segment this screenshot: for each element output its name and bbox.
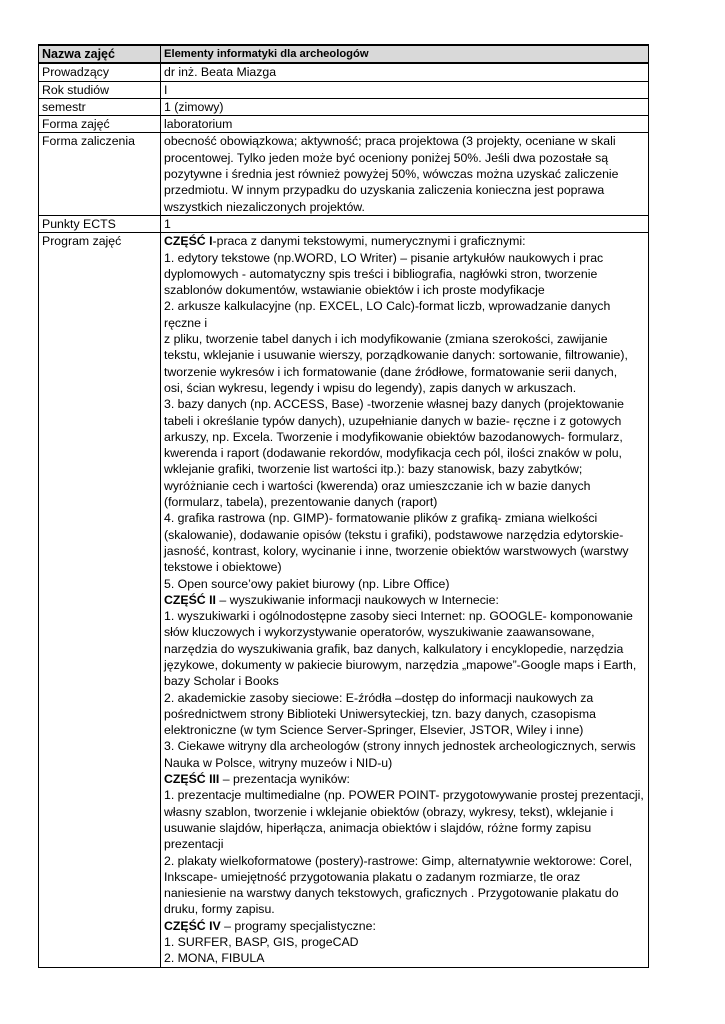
program-line-text: 2. akademickie zasoby sieciowe: E-źródła –dostęp do informacji naukowych za bbox=[164, 690, 594, 705]
program-line-text: – wyszukiwanie informacji naukowych w Internecie: bbox=[215, 592, 499, 607]
year-label: Rok studiów bbox=[39, 81, 161, 98]
program-line bbox=[164, 576, 645, 592]
program-line-text: tekstowe i obiektowe) bbox=[164, 560, 282, 575]
program-section-heading bbox=[164, 918, 645, 934]
program-line bbox=[164, 266, 645, 282]
program-line bbox=[164, 478, 645, 494]
program-section-title: CZĘŚĆ IV bbox=[164, 918, 221, 933]
program-line-text: dyplomowych - automatyczny spis treści i bibliografia, nagłówki stron, tworzenie bbox=[164, 266, 598, 281]
program-line-text: (formularz, tabela), prezentowanie danych (raport) bbox=[164, 495, 438, 510]
program-line-text: prezentacji bbox=[164, 837, 224, 852]
program-line-text: 1. wyszukiwarki i ogólnodostępne zasoby sieci Internet: np. GOOGLE- komponowanie bbox=[164, 609, 633, 624]
program-line bbox=[164, 869, 645, 885]
program-line bbox=[164, 804, 645, 820]
program-line bbox=[164, 282, 645, 298]
program-line bbox=[164, 690, 645, 706]
assessment-line: wszystkich niezaliczonych projektów. bbox=[164, 199, 365, 214]
program-line-text: 4. grafika rastrowa (np. GIMP)- formatowanie plików z grafiką- zmiana wielkości bbox=[164, 511, 598, 526]
program-line bbox=[164, 445, 645, 461]
assessment-row bbox=[39, 133, 649, 215]
program-line-text: 1. prezentacje multimedialne (np. POWER POINT- przygotowywanie prostej prezentacji, bbox=[164, 788, 644, 803]
instructor-value: dr inż. Beata Miazga bbox=[161, 63, 649, 81]
program-line-text: arkuszy, np. Excela. Tworzenie i modyfikowanie obiektów bazodanowych- formularz, bbox=[164, 429, 623, 444]
program-line-text: jasność, kontrast, kolory, wycinanie i inne, tworzenie obiektów warstwowych (warstwy bbox=[164, 543, 629, 558]
program-line-text: 2. arkusze kalkulacyjne (np. EXCEL, LO Calc)-format liczb, wprowadzanie danych ręczne i bbox=[164, 299, 611, 330]
program-line-text: 2. plakaty wielkoformatowe (postery)-rastrowe: Gimp, alternatywnie wektorowe: Corel, bbox=[164, 853, 633, 868]
assessment-value bbox=[161, 133, 649, 215]
program-line-text: 3. Ciekawe witryny dla archeologów (strony innych jednostek archeologicznych, serwis bbox=[164, 739, 636, 754]
program-line-text: wklejanie grafiki, tworzenie list wartości itp.): bazy stanowisk, bazy zabytków; bbox=[164, 462, 583, 477]
program-line bbox=[164, 527, 645, 543]
semester-row bbox=[39, 98, 649, 115]
program-line-text: -praca z danymi tekstowymi, numerycznymi i graficznymi: bbox=[212, 234, 526, 249]
program-line-text: narzędzia do wyszukiwania grafik, baz danych, kalkulatory i encyklopedie, narzędzia bbox=[164, 641, 624, 656]
program-line bbox=[164, 543, 645, 559]
program-line-text: – programy specjalistyczne: bbox=[220, 918, 376, 933]
program-line bbox=[164, 706, 645, 722]
program-line bbox=[164, 836, 645, 852]
program-section-heading bbox=[164, 233, 645, 249]
ects-value: 1 bbox=[161, 215, 649, 232]
program-label: Program zajęć bbox=[39, 233, 161, 967]
assessment-line: pozytywne i średnia jest również powyżej 50%, wówczas można uzyskać zaliczenie bbox=[164, 167, 619, 182]
program-line-text: druku, formy zapisu. bbox=[164, 902, 275, 917]
program-line bbox=[164, 559, 645, 575]
program-line bbox=[164, 298, 645, 331]
program-line-text: (skalowanie), dodawanie opisów (tekstu i grafiki), podstawowe narzędzia edytorskie- bbox=[164, 527, 624, 542]
program-line bbox=[164, 608, 645, 624]
program-line bbox=[164, 673, 645, 689]
program-section-title: CZĘŚĆ II bbox=[164, 592, 216, 607]
program-line bbox=[164, 657, 645, 673]
program-line bbox=[164, 885, 645, 901]
semester-value: 1 (zimowy) bbox=[161, 98, 649, 115]
instructor-row bbox=[39, 63, 649, 81]
program-line bbox=[164, 624, 645, 640]
program-line-text: 1. edytory tekstowe (np.WORD, LO Writer) – pisanie artykułów naukowych i prac bbox=[164, 250, 604, 265]
program-line bbox=[164, 738, 645, 754]
program-line bbox=[164, 461, 645, 477]
program-line-text: pośrednictwem strony Biblioteki Uniwersyteckiej, tzn. bazy danych, czasopisma bbox=[164, 706, 596, 721]
program-line bbox=[164, 510, 645, 526]
program-line bbox=[164, 347, 645, 363]
program-line-text: wyróżnianie cech i wartości (kwerenda) oraz umieszczanie ich w bazie danych bbox=[164, 478, 591, 493]
assessment-label: Forma zaliczenia bbox=[39, 133, 161, 215]
program-row bbox=[39, 233, 649, 967]
program-line bbox=[164, 494, 645, 510]
program-section-heading bbox=[164, 771, 645, 787]
course-name-row bbox=[39, 45, 649, 63]
program-content bbox=[161, 233, 649, 967]
course-name-value: Elementy informatyki dla archeologów bbox=[161, 45, 649, 63]
program-line-text: – prezentacja wyników: bbox=[219, 772, 350, 787]
program-line bbox=[164, 641, 645, 657]
program-line-text: elektroniczne (w tym Science Server-Springer, Elsevier, JSTOR, Wiley i inne) bbox=[164, 723, 584, 738]
program-line bbox=[164, 429, 645, 445]
semester-label: semestr bbox=[39, 98, 161, 115]
program-section-title: CZĘŚĆ III bbox=[164, 772, 220, 787]
program-line-text: tabeli i określanie typów danych), uzupełnianie danych w bazie- ręczne i z gotowych bbox=[164, 413, 622, 428]
program-line bbox=[164, 787, 645, 803]
program-line bbox=[164, 722, 645, 738]
syllabus-page bbox=[38, 44, 648, 968]
program-line bbox=[164, 755, 645, 771]
program-line-text: tworzenie wykresów i ich formatowanie (dane źródłowe, formatowanie serii danych, bbox=[164, 364, 618, 379]
program-line-text: 5. Open source’owy pakiet biurowy (np. Libre Office) bbox=[164, 576, 450, 591]
program-line bbox=[164, 934, 645, 950]
course-name-label: Nazwa zajęć bbox=[39, 45, 161, 63]
program-line bbox=[164, 853, 645, 869]
program-line-text: szablonów dokumentów, wstawianie obiektów i ich proste modyfikacje bbox=[164, 283, 545, 298]
program-line-text: 2. MONA, FIBULA bbox=[164, 951, 265, 966]
program-line-text: językowe, dokumenty w pakiecie biurowym, narzędzia „mapowe”-Google maps i Earth, bbox=[164, 657, 637, 672]
program-section-title: CZĘŚĆ I bbox=[164, 234, 213, 249]
ects-row bbox=[39, 215, 649, 232]
program-line bbox=[164, 901, 645, 917]
instructor-label: Prowadzący bbox=[39, 63, 161, 81]
program-line-text: Inkscape- umiejętność przygotowania plakatu o zadanym rozmiarze, tle oraz bbox=[164, 869, 581, 884]
program-line-text: usuwanie slajdów, hiperłącza, animacja obiektów i slajdów, różne formy zapisu bbox=[164, 820, 592, 835]
assessment-line: przedmiotu. W innym przypadku do uzyskania zaliczenia konieczna jest poprawa bbox=[164, 183, 605, 198]
program-line bbox=[164, 820, 645, 836]
program-line-text: z pliku, tworzenie tabel danych i ich modyfikowanie (zmiana szerokości, zawijanie bbox=[164, 332, 608, 347]
program-line-text: słów kluczowych i wykorzystywanie operatorów, wyszukiwanie zaawansowane, bbox=[164, 625, 595, 640]
program-line-text: Nauka w Polsce, witryny muzeów i NID-u) bbox=[164, 755, 393, 770]
class-form-label: Forma zajęć bbox=[39, 116, 161, 133]
program-line bbox=[164, 413, 645, 429]
program-line-text: własny szablon, tworzenie i wklejanie obiektów (obrazy, wykresy, tekst), wklejanie i bbox=[164, 804, 614, 819]
syllabus-table bbox=[38, 44, 649, 968]
program-line bbox=[164, 950, 645, 966]
program-line-text: naniesienie na warstwy danych tekstowych, graficznych . Przygotowanie plakatu do bbox=[164, 886, 619, 901]
program-line-text: kwerenda i raport (dodawanie rekordów, modyfikacja cech pól, ilości znaków w polu, bbox=[164, 446, 622, 461]
program-line-text: 3. bazy danych (np. ACCESS, Base) -tworzenie własnej bazy danych (projektowanie bbox=[164, 397, 624, 412]
program-line bbox=[164, 331, 645, 347]
program-line bbox=[164, 250, 645, 266]
program-section-heading bbox=[164, 592, 645, 608]
assessment-line: obecność obowiązkowa; aktywność; praca projektowa (3 projekty, oceniane w skali bbox=[164, 134, 616, 149]
assessment-line: procentowej. Tylko jeden może być oceniony poniżej 50%. Jeśli dwa pozostałe są bbox=[164, 150, 609, 165]
program-line-text: tekstu, wklejanie i usuwanie wierszy, porządkowanie danych: sortowanie, filtrowanie), bbox=[164, 348, 628, 363]
year-row bbox=[39, 81, 649, 98]
program-line bbox=[164, 396, 645, 412]
program-line bbox=[164, 380, 645, 396]
program-line-text: 1. SURFER, BASP, GIS, progeCAD bbox=[164, 935, 359, 950]
program-line bbox=[164, 364, 645, 380]
class-form-value: laboratorium bbox=[161, 116, 649, 133]
year-value: I bbox=[161, 81, 649, 98]
class-form-row bbox=[39, 116, 649, 133]
program-line-text: bazy Scholar i Books bbox=[164, 674, 279, 689]
ects-label: Punkty ECTS bbox=[39, 215, 161, 232]
program-line-text: osi, ścian wykresu, legendy i wpisu do legendy), zapis danych w arkuszach. bbox=[164, 380, 577, 395]
